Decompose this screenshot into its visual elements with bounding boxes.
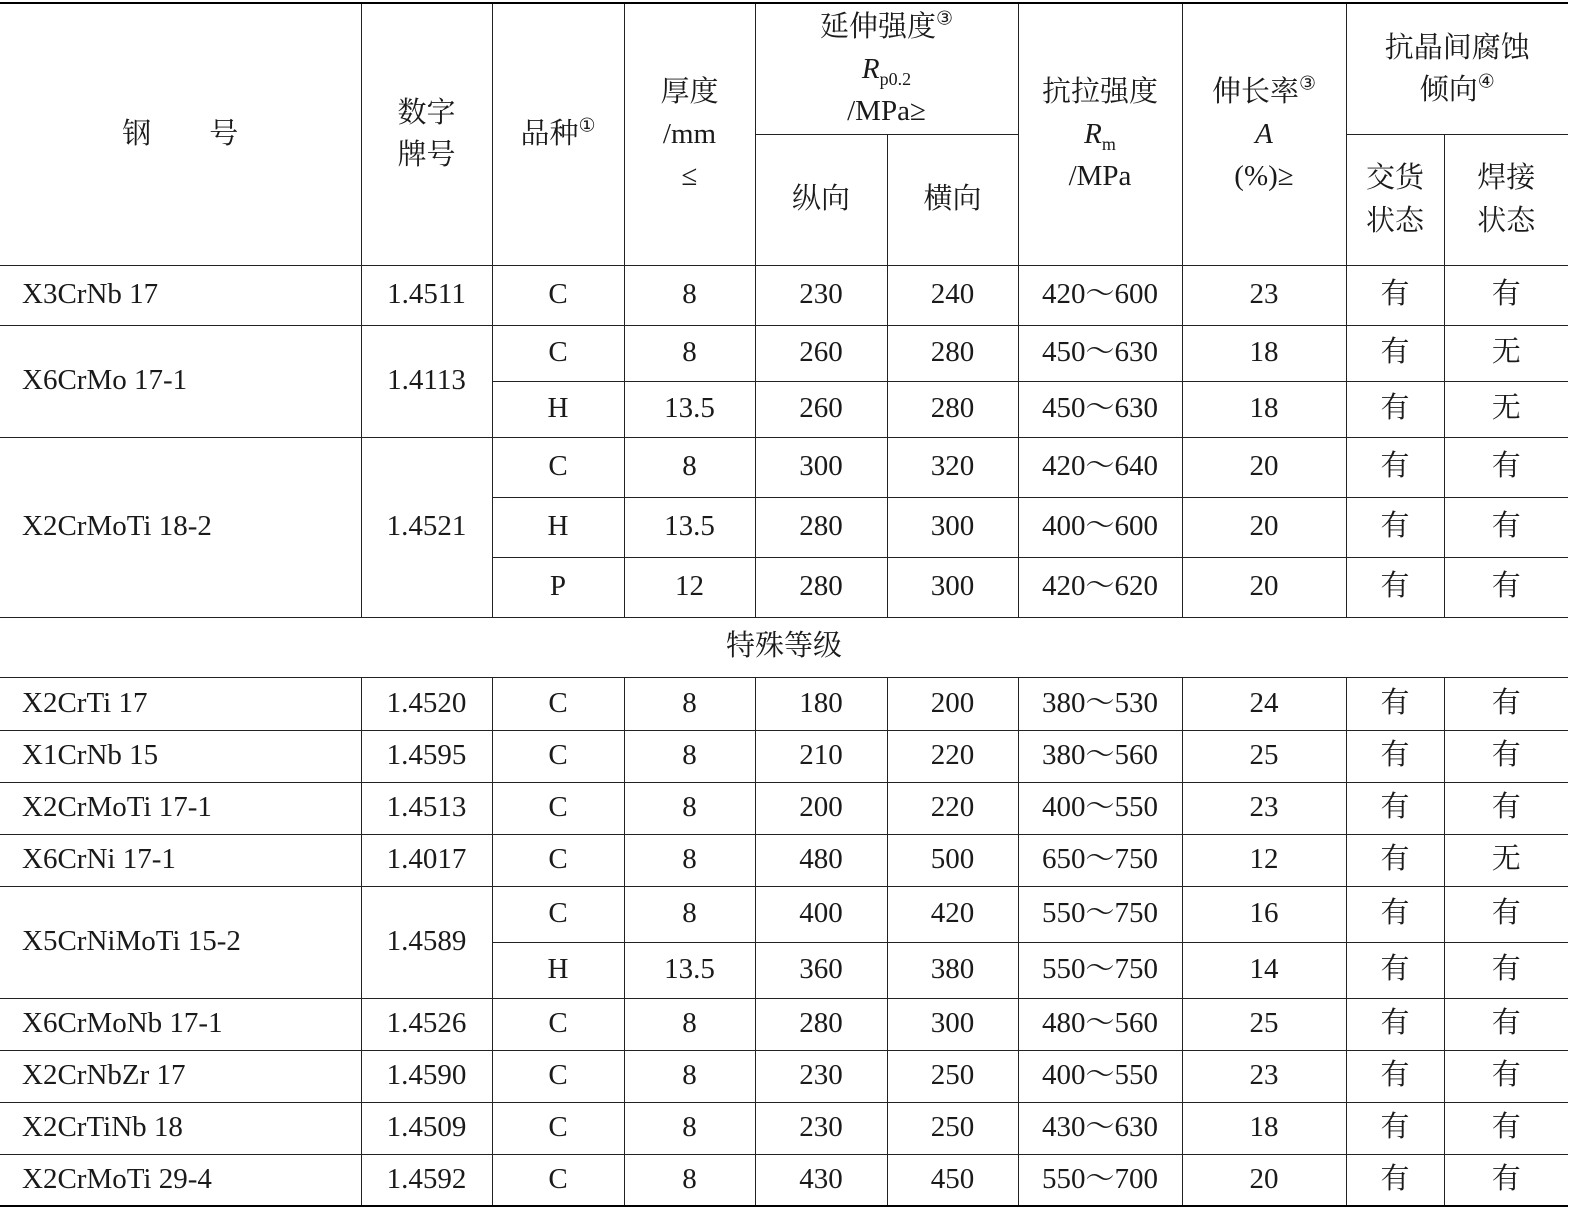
product-type: C — [492, 730, 624, 782]
product-type: C — [492, 1154, 624, 1206]
steel-grade: X2CrTiNb 18 — [0, 1102, 361, 1154]
header-tensile-strength: 抗拉强度 $R_m$ /MPa — [1018, 3, 1182, 265]
ic-delivery: 有 — [1346, 557, 1444, 617]
yield-transverse: 240 — [887, 265, 1018, 325]
tensile-range: 380～530 — [1018, 677, 1182, 730]
yield-longitudinal: 180 — [755, 677, 887, 730]
material-number: 1.4526 — [361, 998, 492, 1050]
ic-welded: 有 — [1444, 886, 1568, 942]
steel-grade: X1CrNb 15 — [0, 730, 361, 782]
header-longitudinal: 纵向 — [755, 134, 887, 265]
ic-delivery: 有 — [1346, 381, 1444, 437]
tensile-range: 550～700 — [1018, 1154, 1182, 1206]
yield-longitudinal: 300 — [755, 437, 887, 497]
yield-transverse: 280 — [887, 381, 1018, 437]
table-row — [0, 1102, 1568, 1154]
thickness: 8 — [624, 886, 755, 942]
ic-welded: 有 — [1444, 557, 1568, 617]
yield-transverse: 200 — [887, 677, 1018, 730]
material-number: 1.4513 — [361, 782, 492, 834]
tensile-range: 450～630 — [1018, 325, 1182, 381]
yield-transverse: 250 — [887, 1050, 1018, 1102]
header-product: 品种① — [492, 3, 624, 265]
elongation: 18 — [1182, 325, 1346, 381]
thickness: 13.5 — [624, 942, 755, 998]
header-intergranular-corrosion: 抗晶间腐蚀 倾向④ — [1346, 3, 1568, 134]
tensile-range: 480～560 — [1018, 998, 1182, 1050]
material-number: 1.4521 — [361, 437, 492, 617]
ic-welded: 有 — [1444, 730, 1568, 782]
steel-grade: X2CrMoTi 17-1 — [0, 782, 361, 834]
yield-longitudinal: 280 — [755, 998, 887, 1050]
ic-delivery: 有 — [1346, 942, 1444, 998]
thickness: 8 — [624, 730, 755, 782]
yield-longitudinal: 280 — [755, 557, 887, 617]
table-body — [0, 265, 1568, 1206]
ic-welded: 无 — [1444, 834, 1568, 886]
ic-delivery: 有 — [1346, 265, 1444, 325]
table-row — [0, 782, 1568, 834]
material-number: 1.4113 — [361, 325, 492, 437]
yield-longitudinal: 360 — [755, 942, 887, 998]
thickness: 8 — [624, 1102, 755, 1154]
header-grade: 钢 号 — [0, 3, 361, 265]
yield-transverse: 300 — [887, 497, 1018, 557]
elongation: 20 — [1182, 437, 1346, 497]
ic-welded: 有 — [1444, 1102, 1568, 1154]
header-thickness: 厚度 /mm ≤ — [624, 3, 755, 265]
elongation: 18 — [1182, 1102, 1346, 1154]
thickness: 13.5 — [624, 497, 755, 557]
ic-delivery: 有 — [1346, 1050, 1444, 1102]
ic-delivery: 有 — [1346, 1154, 1444, 1206]
ic-welded: 无 — [1444, 381, 1568, 437]
steel-grade: X6CrMoNb 17-1 — [0, 998, 361, 1050]
thickness: 8 — [624, 437, 755, 497]
tensile-range: 650～750 — [1018, 834, 1182, 886]
ic-welded: 有 — [1444, 998, 1568, 1050]
header-delivery-state: 交货 状态 — [1346, 134, 1444, 265]
thickness: 8 — [624, 325, 755, 381]
yield-transverse: 380 — [887, 942, 1018, 998]
tensile-range: 400～550 — [1018, 782, 1182, 834]
header-transverse: 横向 — [887, 134, 1018, 265]
steel-grade: X3CrNb 17 — [0, 265, 361, 325]
ic-welded: 有 — [1444, 1050, 1568, 1102]
yield-longitudinal: 230 — [755, 265, 887, 325]
tensile-range: 420～600 — [1018, 265, 1182, 325]
elongation: 14 — [1182, 942, 1346, 998]
material-number: 1.4592 — [361, 1154, 492, 1206]
thickness: 8 — [624, 834, 755, 886]
thickness: 8 — [624, 1050, 755, 1102]
ic-welded: 有 — [1444, 942, 1568, 998]
material-number: 1.4520 — [361, 677, 492, 730]
section-label: 特殊等级 — [0, 617, 1568, 677]
table-row — [0, 437, 1568, 497]
table-row — [0, 1050, 1568, 1102]
elongation: 20 — [1182, 1154, 1346, 1206]
yield-transverse: 420 — [887, 886, 1018, 942]
ic-delivery: 有 — [1346, 677, 1444, 730]
thickness: 8 — [624, 1154, 755, 1206]
ic-welded: 有 — [1444, 1154, 1568, 1206]
yield-transverse: 280 — [887, 325, 1018, 381]
thickness: 8 — [624, 677, 755, 730]
product-type: C — [492, 1050, 624, 1102]
product-type: C — [492, 886, 624, 942]
steel-grade: X2CrMoTi 18-2 — [0, 437, 361, 617]
product-type: C — [492, 1102, 624, 1154]
yield-longitudinal: 430 — [755, 1154, 887, 1206]
yield-longitudinal: 230 — [755, 1102, 887, 1154]
product-type: C — [492, 834, 624, 886]
elongation: 25 — [1182, 998, 1346, 1050]
thickness: 8 — [624, 998, 755, 1050]
product-type: H — [492, 497, 624, 557]
tensile-range: 420～640 — [1018, 437, 1182, 497]
steel-grade: X5CrNiMoTi 15-2 — [0, 886, 361, 998]
ic-delivery: 有 — [1346, 497, 1444, 557]
yield-longitudinal: 260 — [755, 381, 887, 437]
tensile-range: 400～600 — [1018, 497, 1182, 557]
table-row — [0, 730, 1568, 782]
ic-delivery: 有 — [1346, 730, 1444, 782]
ic-welded: 有 — [1444, 782, 1568, 834]
section-row — [0, 617, 1568, 677]
product-type: C — [492, 265, 624, 325]
product-type: H — [492, 942, 624, 998]
thickness: 12 — [624, 557, 755, 617]
ic-delivery: 有 — [1346, 998, 1444, 1050]
material-number: 1.4509 — [361, 1102, 492, 1154]
thickness: 13.5 — [624, 381, 755, 437]
table-row — [0, 886, 1568, 942]
yield-transverse: 500 — [887, 834, 1018, 886]
ic-delivery: 有 — [1346, 325, 1444, 381]
product-type: C — [492, 437, 624, 497]
tensile-range: 450～630 — [1018, 381, 1182, 437]
product-type: C — [492, 998, 624, 1050]
tensile-range: 550～750 — [1018, 942, 1182, 998]
material-number: 1.4589 — [361, 886, 492, 998]
table-header — [0, 3, 1568, 265]
yield-transverse: 320 — [887, 437, 1018, 497]
ic-welded: 有 — [1444, 265, 1568, 325]
elongation: 23 — [1182, 1050, 1346, 1102]
elongation: 12 — [1182, 834, 1346, 886]
ic-welded: 有 — [1444, 437, 1568, 497]
ic-delivery: 有 — [1346, 437, 1444, 497]
ic-welded: 有 — [1444, 677, 1568, 730]
elongation: 18 — [1182, 381, 1346, 437]
elongation: 25 — [1182, 730, 1346, 782]
material-number: 1.4511 — [361, 265, 492, 325]
tensile-range: 380～560 — [1018, 730, 1182, 782]
thickness: 8 — [624, 265, 755, 325]
yield-transverse: 250 — [887, 1102, 1018, 1154]
tensile-range: 430～630 — [1018, 1102, 1182, 1154]
yield-longitudinal: 260 — [755, 325, 887, 381]
material-number: 1.4017 — [361, 834, 492, 886]
material-number: 1.4590 — [361, 1050, 492, 1102]
yield-transverse: 220 — [887, 782, 1018, 834]
tensile-range: 550～750 — [1018, 886, 1182, 942]
yield-longitudinal: 230 — [755, 1050, 887, 1102]
tensile-range: 400～550 — [1018, 1050, 1182, 1102]
ic-delivery: 有 — [1346, 886, 1444, 942]
product-type: P — [492, 557, 624, 617]
steel-grade: X6CrNi 17-1 — [0, 834, 361, 886]
elongation: 24 — [1182, 677, 1346, 730]
steel-grade: X2CrNbZr 17 — [0, 1050, 361, 1102]
ic-delivery: 有 — [1346, 834, 1444, 886]
ic-welded: 有 — [1444, 497, 1568, 557]
yield-longitudinal: 480 — [755, 834, 887, 886]
header-welded-state: 焊接 状态 — [1444, 134, 1568, 265]
product-type: C — [492, 782, 624, 834]
header-elongation: 伸长率③ A (%)≥ — [1182, 3, 1346, 265]
table-row — [0, 265, 1568, 325]
yield-transverse: 300 — [887, 557, 1018, 617]
table-row — [0, 998, 1568, 1050]
header-number: 数字 牌号 — [361, 3, 492, 265]
product-type: C — [492, 677, 624, 730]
yield-transverse: 300 — [887, 998, 1018, 1050]
table-row — [0, 1154, 1568, 1206]
header-yield-strength: 延伸强度③ $R_{p0.2}$ /MPa≥ — [755, 3, 1018, 134]
ic-welded: 无 — [1444, 325, 1568, 381]
ic-delivery: 有 — [1346, 782, 1444, 834]
table-row — [0, 677, 1568, 730]
elongation: 20 — [1182, 557, 1346, 617]
ic-delivery: 有 — [1346, 1102, 1444, 1154]
yield-longitudinal: 280 — [755, 497, 887, 557]
elongation: 20 — [1182, 497, 1346, 557]
elongation: 16 — [1182, 886, 1346, 942]
yield-transverse: 450 — [887, 1154, 1018, 1206]
table-row — [0, 834, 1568, 886]
product-type: H — [492, 381, 624, 437]
elongation: 23 — [1182, 782, 1346, 834]
elongation: 23 — [1182, 265, 1346, 325]
yield-transverse: 220 — [887, 730, 1018, 782]
yield-longitudinal: 400 — [755, 886, 887, 942]
yield-longitudinal: 200 — [755, 782, 887, 834]
yield-longitudinal: 210 — [755, 730, 887, 782]
thickness: 8 — [624, 782, 755, 834]
steel-grade: X6CrMo 17-1 — [0, 325, 361, 437]
table-row — [0, 325, 1568, 381]
steel-properties-table — [0, 2, 1568, 1207]
steel-grade: X2CrMoTi 29-4 — [0, 1154, 361, 1206]
steel-grade: X2CrTi 17 — [0, 677, 361, 730]
product-type: C — [492, 325, 624, 381]
tensile-range: 420～620 — [1018, 557, 1182, 617]
material-number: 1.4595 — [361, 730, 492, 782]
